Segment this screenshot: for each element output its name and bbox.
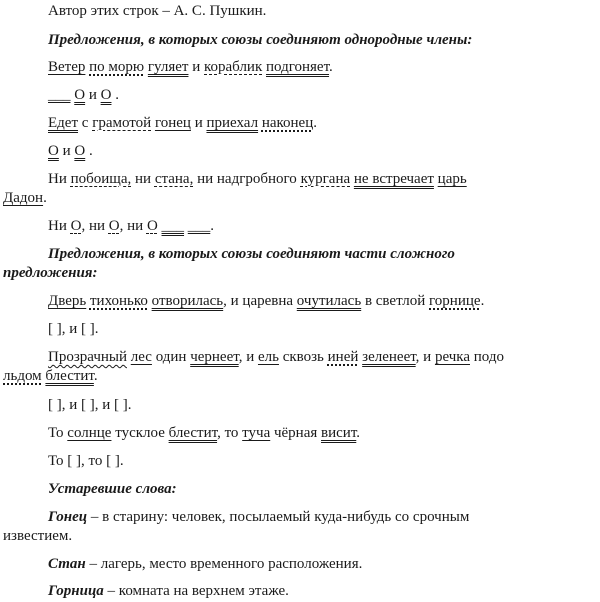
word-subject: лес (130, 349, 152, 365)
definition-term: Гонец (48, 509, 88, 525)
definition-text: – комната на верхнем этаже. (103, 583, 289, 599)
word-subject: Ветер (48, 59, 86, 75)
word-text: тусклое (115, 425, 165, 441)
word-subject: речка (434, 349, 470, 365)
scheme-2 (48, 142, 93, 160)
sentence-end: . (480, 293, 485, 309)
word-text: один (155, 349, 187, 365)
word-predicate: не встречает (353, 171, 434, 187)
word-adverbial: горнице (429, 293, 481, 309)
scheme-text: , ни (81, 218, 106, 234)
word-subject: туча (242, 425, 271, 441)
definition-2 (48, 555, 362, 573)
sentence-3-line-2 (3, 189, 47, 207)
heading-complex-line-1: Предложения, в которых союзы соединяют части сложного (48, 246, 455, 262)
word-object: грамотой (92, 115, 152, 131)
scheme-end: . (88, 143, 93, 159)
word-text: То (48, 425, 64, 441)
word-predicate: очутилась (296, 293, 362, 309)
sentence-5-line-1 (48, 348, 504, 366)
word-subject: ель (257, 349, 279, 365)
word-subject: гонец (154, 115, 191, 131)
scheme-blank: ___ (161, 218, 185, 234)
heading-archaic: Устаревшие слова: (48, 481, 177, 497)
word-predicate: чернеет (190, 349, 239, 365)
word-particle: Ни (48, 171, 67, 187)
word-predicate: блестит (168, 425, 218, 441)
word-preposition: с (81, 115, 89, 131)
scheme-3 (48, 217, 214, 235)
word-text: , и царевна (223, 293, 294, 309)
scheme-conjunction: и (88, 87, 97, 103)
scheme-conjunction: и (62, 143, 71, 159)
scheme-circle: О (100, 87, 112, 103)
word-object: кораблик (204, 59, 263, 75)
sentence-end: . (43, 190, 47, 206)
word-predicate: отворилась (151, 293, 224, 309)
word-predicate: подгоняет (266, 59, 330, 75)
word-text: в светлой (364, 293, 426, 309)
word-particle: ни (135, 171, 152, 187)
word-text: сквозь (282, 349, 324, 365)
scheme-circle: О (74, 143, 86, 159)
sentence-4 (48, 292, 484, 310)
scheme-circle: О (146, 218, 158, 234)
definition-term: Горница (48, 583, 104, 599)
word-adverbial: льдом (3, 368, 42, 384)
word-adverbial: тихонько (89, 293, 148, 309)
definition-3 (48, 582, 289, 600)
word-conjunction: и (192, 59, 201, 75)
definition-1-line-1 (48, 508, 469, 526)
word-subject: Дверь (48, 293, 87, 309)
scheme-end: . (210, 218, 215, 234)
sentence-end: . (93, 368, 98, 384)
definition-text: – в старину: человек, посылаемый куда-нибудь со срочным (87, 509, 470, 525)
word-subject: Дадон (3, 190, 44, 206)
sentence-6 (48, 424, 360, 442)
scheme-blank: ___ (187, 218, 211, 234)
word-text: , и (415, 349, 432, 365)
author-line: Автор этих строк – А. С. Пушкин. (48, 3, 267, 19)
heading-complex-line-2: предложения: (3, 265, 98, 281)
word-predicate: Едет (48, 115, 79, 131)
scheme-end: . (115, 87, 119, 103)
sentence-2 (48, 114, 317, 132)
scheme-blank: ___ (48, 87, 71, 103)
word-object: стана, (154, 171, 194, 187)
word-text: чёрная (273, 425, 318, 441)
sentence-end: . (329, 59, 333, 75)
word-predicate: блестит (45, 368, 94, 384)
sentence-end: . (356, 425, 361, 441)
scheme-text: Ни (48, 218, 67, 234)
word-adverbial: иней (327, 349, 359, 365)
sentence-3-line-1 (48, 170, 467, 188)
word-adverbial: наконец (261, 115, 314, 131)
word-text: подо (473, 349, 504, 365)
word-text: , и (238, 349, 255, 365)
word-text: ни надгробного (197, 171, 297, 187)
sentence-5-line-2 (3, 367, 98, 385)
word-predicate: гуляет (147, 59, 189, 75)
scheme-5: [ ], и [ ], и [ ]. (48, 397, 132, 413)
scheme-circle: О (48, 143, 59, 159)
scheme-6: То [ ], то [ ]. (48, 453, 124, 469)
word-subject: царь (437, 171, 467, 187)
heading-homogeneous: Предложения, в которых союзы соединяют однородные члены: (48, 32, 473, 48)
sentence-1 (48, 58, 333, 76)
scheme-4: [ ], и [ ]. (48, 321, 99, 337)
scheme-circle: О (108, 218, 120, 234)
word-conjunction: и (194, 115, 203, 131)
word-subject: солнце (67, 425, 112, 441)
word-predicate: приехал (206, 115, 259, 131)
definition-term: Стан (48, 556, 86, 572)
scheme-1 (48, 86, 119, 104)
scheme-circle: О (74, 87, 86, 103)
word-adverbial: по морю (89, 59, 145, 75)
scheme-text: , ни (119, 218, 144, 234)
word-object: побоища, (70, 171, 132, 187)
sentence-end: . (313, 115, 317, 131)
word-attribute: Прозрачный (48, 349, 127, 365)
word-predicate: зеленеет (362, 349, 416, 365)
scheme-circle: О (70, 218, 82, 234)
definition-1-line-2: известием. (3, 528, 73, 544)
word-predicate: висит (321, 425, 357, 441)
word-text: , то (217, 425, 239, 441)
definition-text: – лагерь, место временного расположения. (85, 556, 363, 572)
word-object: кургана (300, 171, 351, 187)
